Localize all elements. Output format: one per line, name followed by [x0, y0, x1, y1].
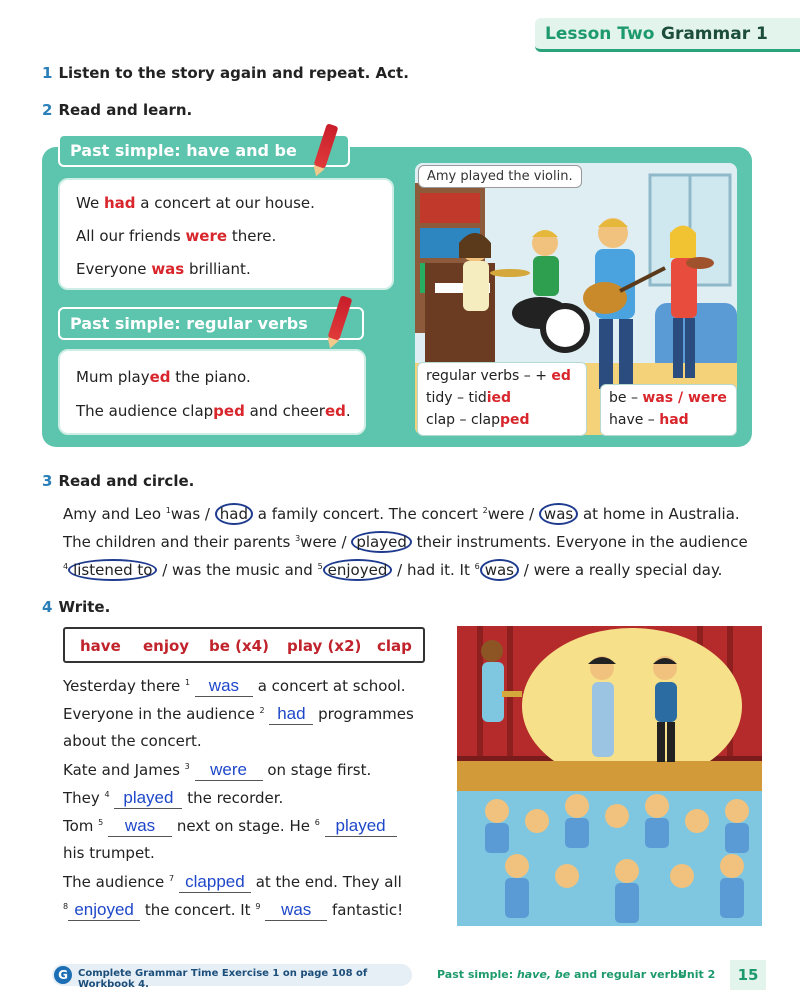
word-bank	[63, 627, 425, 663]
footer-topic: Past simple: have, be and regular verbs	[437, 968, 685, 981]
exercise-4-instruction	[42, 598, 110, 616]
note-line: have – had	[609, 412, 689, 428]
illustration-caption: Amy played the violin.	[418, 165, 582, 188]
answer-blank[interactable]: were	[195, 760, 263, 781]
exercise-text: Read and learn.	[58, 101, 193, 119]
exercise-text: Read and circle.	[58, 472, 195, 490]
workbook-reference	[52, 964, 412, 990]
rule-heading-regular-verbs: Past simple: regular verbs	[58, 307, 364, 340]
circled-answer[interactable]: enjoyed	[323, 559, 393, 581]
page-footer	[0, 960, 800, 990]
exercise-number: 2	[42, 101, 53, 119]
answer-blank[interactable]: was	[195, 676, 253, 697]
write-line-6: Tom $^5$ was next on stage. He $^6$ played	[63, 816, 397, 837]
write-line-9: $^8$ enjoyed the concert. It $^9$ was fantastic!	[63, 900, 404, 919]
circle-exercise-line-2: The children and their parents $^3$were / played their instruments. Everyone in the audience	[63, 533, 748, 551]
exercise-number: 3	[42, 472, 53, 490]
note-line: tidy – tidied	[426, 390, 512, 406]
grammar-label: Grammar 1	[661, 24, 768, 44]
stage-scene-drawing	[457, 626, 762, 926]
circled-answer[interactable]: played	[351, 531, 412, 553]
circled-answer[interactable]: was	[480, 559, 519, 581]
write-line-5: They $^4$ played the recorder.	[63, 788, 284, 807]
unit-label: Unit 2	[678, 968, 716, 981]
write-line-3: about the concert.	[63, 732, 202, 750]
note-line: clap – clapped	[426, 412, 530, 428]
exercise-text: Listen to the story again and repeat. Act.	[58, 64, 409, 82]
be-have-note	[600, 384, 737, 436]
note-line: regular verbs – + ed	[426, 368, 571, 384]
exercise-2-instruction	[42, 101, 192, 119]
word-bank-item: be (x4)	[209, 637, 269, 655]
word-bank-item: clap	[377, 637, 412, 655]
answer-blank[interactable]: had	[269, 704, 313, 725]
page-number: 15	[730, 960, 766, 990]
word-bank-item: have	[80, 637, 121, 655]
circle-exercise-line-1: Amy and Leo $^1$was / had a family concert. The concert $^2$were / was at home in Australia.	[63, 505, 740, 523]
write-line-4: Kate and James $^3$ were on stage first.	[63, 760, 372, 779]
write-line-1: Yesterday there $^1$ was a concert at school.	[63, 676, 406, 695]
rule-box-regular-verbs	[58, 349, 366, 435]
note-line: be – was / were	[609, 390, 727, 406]
exercise-text: Write.	[58, 598, 111, 616]
exercise-number: 1	[42, 64, 53, 82]
circled-answer[interactable]: listened to	[68, 559, 157, 581]
example-sentence: All our friends were there.	[76, 227, 277, 245]
answer-blank[interactable]: played	[114, 788, 182, 809]
answer-blank[interactable]: played	[325, 816, 397, 837]
workbook-reference-text: Complete Grammar Time Exercise 1 on page 108 of Workbook 4.	[78, 968, 368, 990]
word-bank-item: play (x2)	[287, 637, 362, 655]
lesson-label: Lesson Two	[545, 24, 655, 44]
example-sentence: We had a concert at our house.	[76, 194, 315, 212]
circle-exercise-line-3: $^4$ listened to / was the music and $^5$ enjoyed / had it. It $^6$ was / were a really special day.	[63, 561, 723, 579]
school-concert-illustration	[457, 626, 762, 926]
regular-verbs-note	[417, 362, 587, 436]
circled-answer[interactable]: was	[539, 503, 578, 525]
write-line-8: The audience $^7$ clapped at the end. They all	[63, 872, 402, 891]
write-line-7: his trumpet.	[63, 844, 155, 862]
exercise-number: 4	[42, 598, 53, 616]
lesson-header	[535, 18, 800, 52]
write-line-2: Everyone in the audience $^2$ had programmes	[63, 704, 414, 723]
example-sentence: Everyone was brilliant.	[76, 260, 251, 278]
rule-heading-have-be: Past simple: have and be	[58, 134, 350, 167]
circled-answer[interactable]: had	[215, 503, 253, 525]
grammar-time-icon: G	[54, 966, 72, 984]
answer-blank[interactable]: clapped	[179, 872, 251, 893]
answer-blank[interactable]: was	[108, 816, 172, 837]
word-bank-item: enjoy	[143, 637, 190, 655]
answer-blank[interactable]: enjoyed	[68, 900, 140, 921]
rule-box-have-be	[58, 178, 394, 290]
answer-blank[interactable]: was	[265, 900, 327, 921]
exercise-1-instruction	[42, 64, 409, 82]
example-sentence: The audience clapped and cheered.	[76, 402, 351, 420]
example-sentence: Mum played the piano.	[76, 368, 251, 386]
exercise-3-instruction	[42, 472, 194, 490]
